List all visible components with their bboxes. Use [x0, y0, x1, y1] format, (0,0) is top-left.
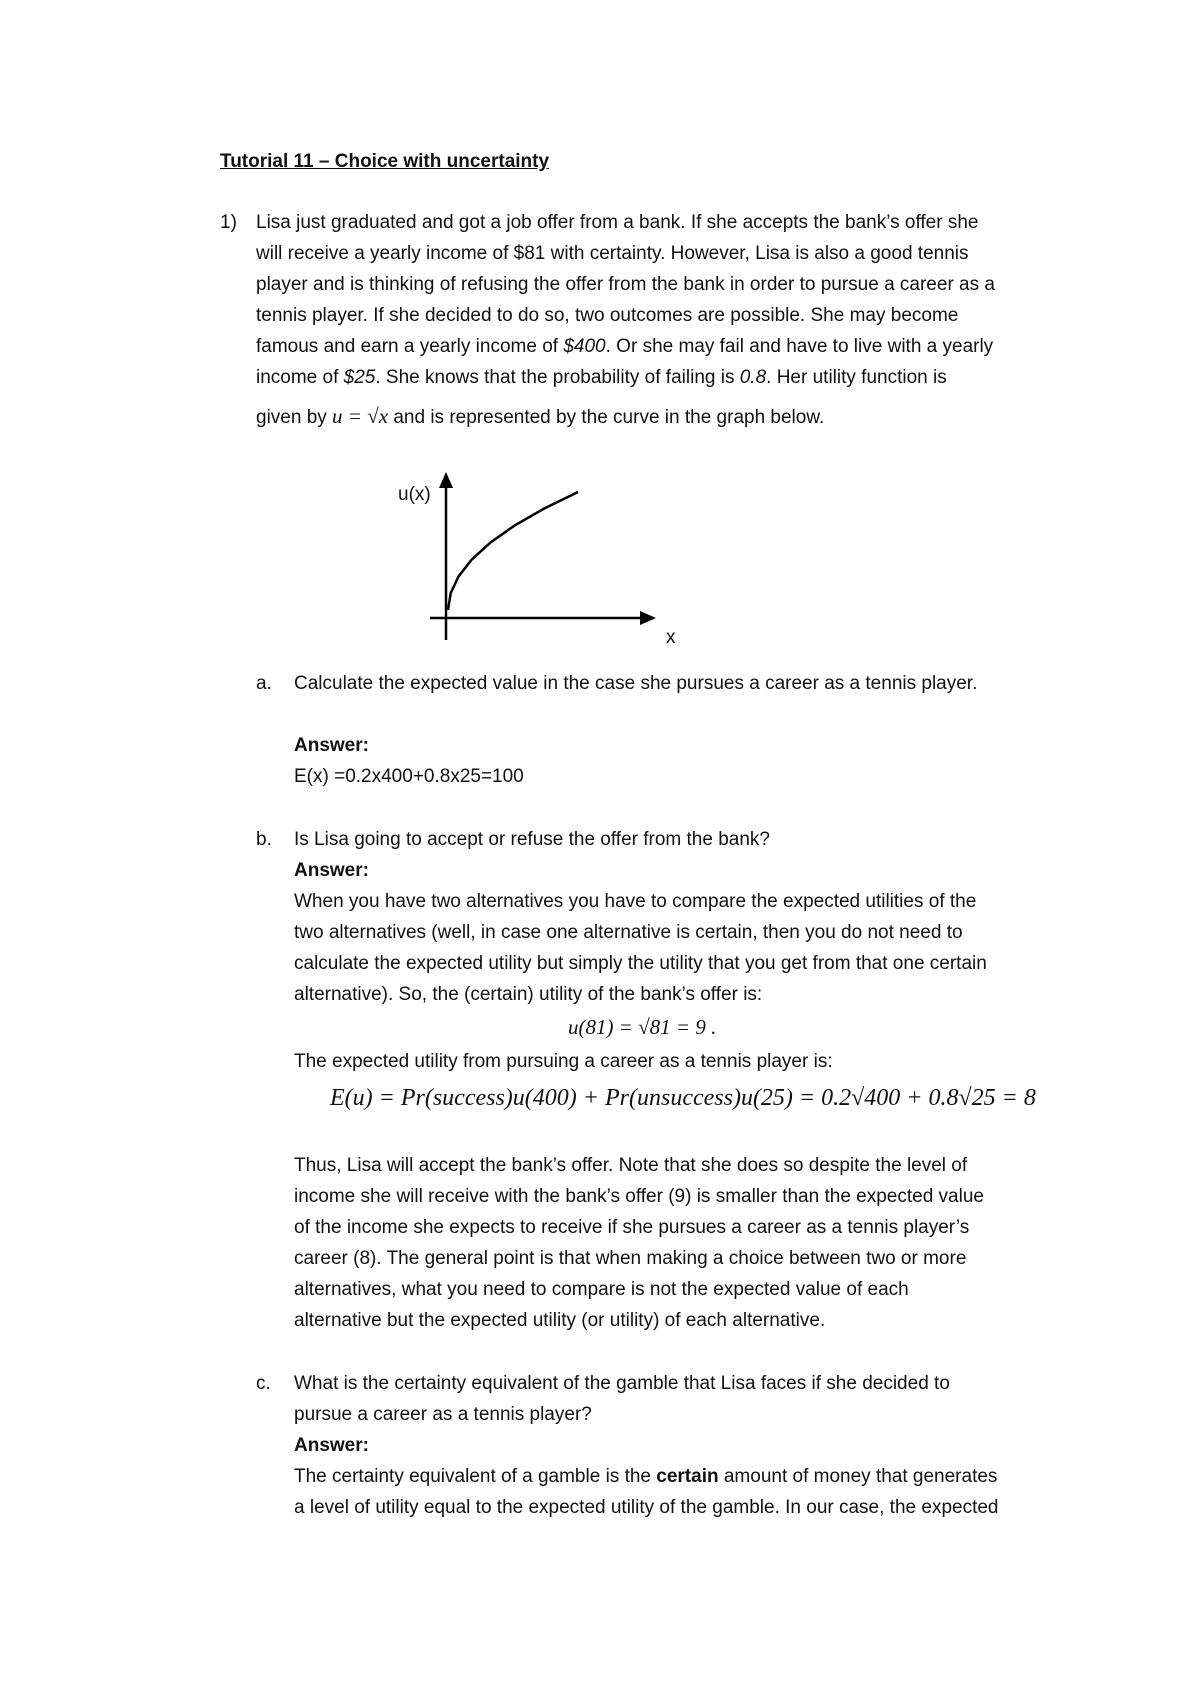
answer-text-line: two alternatives (well, in case one alternative is certain, then you do not need to	[294, 922, 963, 943]
question-text-line: will receive a yearly income of $81 with certainty. However, Lisa is also a good tennis	[256, 243, 969, 264]
question-text-line	[256, 335, 993, 359]
question-text-line: player and is thinking of refusing the offer from the bank in order to pursue a career as a	[256, 274, 995, 295]
conclusion-line: of the income she expects to receive if she pursues a career as a tennis player’s	[294, 1217, 970, 1238]
income-success: $400	[563, 336, 606, 357]
text-fragment: and is represented by the curve in the graph below.	[388, 407, 825, 428]
part-question-line: pursue a career as a tennis player?	[294, 1404, 592, 1425]
conclusion-line: career (8). The general point is that when making a choice between two or more	[294, 1248, 967, 1269]
conclusion-line: income she will receive with the bank’s offer (9) is smaller than the expected value	[294, 1186, 984, 1207]
answer-text-line: calculate the expected utility but simply the utility that you get from that one certain	[294, 953, 987, 974]
text-fragment: . Her utility function is	[766, 367, 947, 388]
text-fragment: income of	[256, 367, 344, 388]
equation-expected-utility: E(u) = Pr(success)u(400) + Pr(unsuccess)u(25) = 0.2√400 + 0.8√25 = 8	[330, 1085, 1036, 1111]
text-fragment: The certainty equivalent of a gamble is the	[294, 1466, 657, 1487]
answer-text-line: alternative). So, the (certain) utility of the bank’s offer is:	[294, 984, 763, 1005]
text-fragment: . She knows that the probability of failing is	[375, 367, 740, 388]
utility-curve	[448, 492, 578, 610]
conclusion-line: alternatives, what you need to compare is not the expected value of each	[294, 1279, 909, 1300]
text-fragment: amount of money that generates	[718, 1466, 998, 1487]
answer-label: Answer:	[294, 860, 369, 881]
conclusion-line: alternative but the expected utility (or utility) of each alternative.	[294, 1310, 826, 1331]
part-label: a.	[256, 673, 272, 694]
part-question: Calculate the expected value in the case she pursues a career as a tennis player.	[294, 673, 978, 694]
question-text-line	[256, 366, 947, 390]
part-label: c.	[256, 1373, 271, 1394]
equation-certain-utility: u(81) = √81 = 9 .	[568, 1015, 717, 1039]
answer-label: Answer:	[294, 735, 369, 756]
income-fail: $25	[343, 367, 376, 388]
part-question: Is Lisa going to accept or refuse the offer from the bank?	[294, 829, 770, 850]
text-fragment: famous and earn a yearly income of	[256, 336, 564, 357]
answer-label: Answer:	[294, 1435, 369, 1456]
answer-text-line	[294, 1465, 997, 1489]
text-fragment: given by	[256, 407, 333, 428]
x-axis-label: x	[666, 627, 676, 648]
y-axis-label: u(x)	[398, 484, 431, 505]
question-text-line	[256, 404, 824, 430]
utility-formula: u = √x	[332, 404, 389, 428]
text-fragment: . Or she may fail and have to live with a yearly	[605, 336, 994, 357]
answer-text-line: a level of utility equal to the expected utility of the gamble. In our case, the expected	[294, 1497, 999, 1518]
fail-probability: 0.8	[739, 367, 767, 388]
part-question-line: What is the certainty equivalent of the gamble that Lisa faces if she decided to	[294, 1373, 950, 1394]
answer-text-line: The expected utility from pursuing a career as a tennis player is:	[294, 1051, 833, 1072]
part-label: b.	[256, 829, 272, 850]
page-title: Tutorial 11 – Choice with uncertainty	[220, 151, 550, 172]
question-number: 1)	[220, 212, 237, 233]
emphasis-certain: certain	[656, 1466, 719, 1487]
answer-text-line: When you have two alternatives you have to compare the expected utilities of the	[294, 891, 977, 912]
utility-curve-chart	[390, 470, 690, 650]
conclusion-line: Thus, Lisa will accept the bank’s offer. Note that she does so despite the level of	[294, 1155, 968, 1176]
question-text-line: tennis player. If she decided to do so, two outcomes are possible. She may become	[256, 305, 959, 326]
answer-text: E(x) =0.2x400+0.8x25=100	[294, 766, 524, 787]
y-axis-arrowhead	[439, 472, 453, 488]
x-axis-arrowhead	[640, 611, 656, 625]
question-text-line: Lisa just graduated and got a job offer from a bank. If she accepts the bank’s offer she	[256, 212, 979, 233]
